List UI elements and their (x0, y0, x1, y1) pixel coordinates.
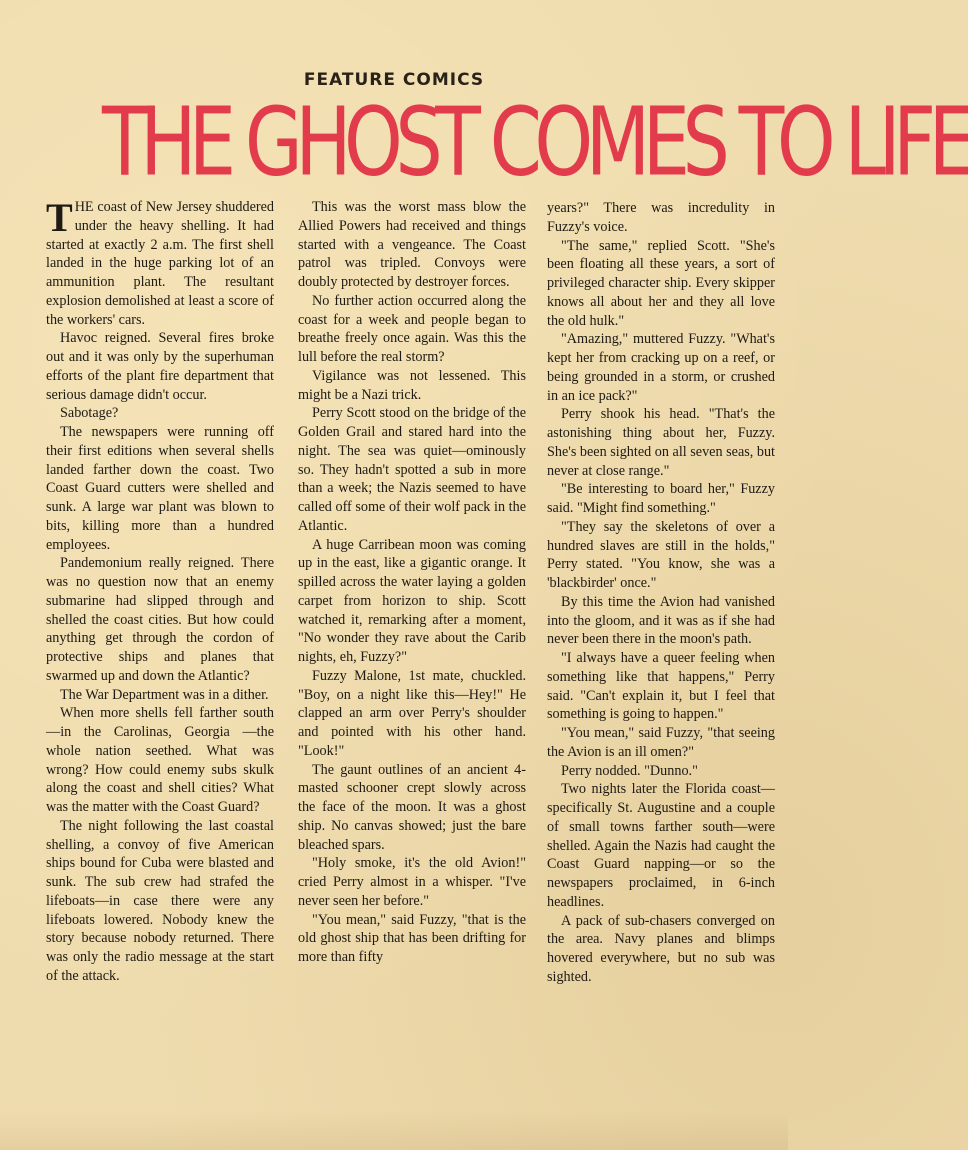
page-bottom-edge (0, 1110, 788, 1150)
paragraph: Two nights later the Florida coast—specifically St. Augustine and a couple of small towns farther south—were shelled. Again the Nazis had caught the Coast Guard napping—or so the newspapers proclaimed, in 6-inch headlines. (547, 781, 775, 910)
paragraph: Perry shook his head. "That's the astonishing thing about her, Fuzzy. She's been sighted on all seven seas, but never at close range." (547, 406, 775, 479)
paragraph: When more shells fell farther south—in the Carolinas, Georgia —the whole nation seethed. What was wrong? How could enemy subs skulk along the coast and shell cities? What was the matter with the Coast Guard? (46, 705, 274, 815)
paragraph: "You mean," said Fuzzy, "that is the old ghost ship that has been drifting for more than fifty (298, 911, 526, 965)
paragraph: By this time the Avion had vanished into the gloom, and it was as if she had never been there in the moon's path. (547, 593, 775, 648)
paragraph: A pack of sub-chasers converged on the area. Navy planes and blimps hovered everywhere, but no sub was sighted. (547, 912, 775, 985)
paragraph: "Holy smoke, it's the old Avion!" cried Perry almost in a whisper. "I've never seen her before." (298, 855, 526, 909)
paragraph: Perry Scott stood on the bridge of the Golden Grail and stared hard into the night. The sea was quiet—ominously so. They hadn't spotted a sub in more than a week; the Nazis seemed to have called off some of their wolf pack in the Atlantic. (298, 405, 526, 534)
paragraph: The newspapers were running off their first editions when several shells landed farther down the coast. Two Coast Guard cutters were shelled and sunk. A large war plant was blown to bits, killing more than a hundred employees. (46, 424, 274, 553)
paragraph: "I always have a queer feeling when something like that happens," Perry said. "Can't explain it, but I feel that something is going to happen." (547, 650, 775, 723)
paragraph: Vigilance was not lessened. This might be a Nazi trick. (298, 367, 526, 403)
paragraph: "They say the skeletons of over a hundred slaves are still in the holds," Perry stated. "You know, she was a 'blackbirder' once." (547, 518, 775, 591)
text-column-3 (547, 199, 775, 987)
paragraph: "You mean," said Fuzzy, "that seeing the Avion is an ill omen?" (547, 725, 775, 760)
paragraph: Sabotage? (60, 405, 119, 422)
paragraph: Perry nodded. "Dunno." (561, 762, 698, 779)
paragraph: "Amazing," muttered Fuzzy. "What's kept her from cracking up on a reef, or being grounded in a storm, or crushed in an ice pack?" (547, 331, 775, 404)
paragraph: The War Department was in a dither. (60, 686, 269, 703)
paragraph: "Be interesting to board her," Fuzzy said. "Might find something." (547, 481, 775, 516)
drop-cap: T (46, 195, 73, 240)
paragraph: Fuzzy Malone, 1st mate, chuckled. "Boy, on a night like this—Hey!" He clapped an arm over Perry's shoulder and pointed with his other hand. "Look!" (298, 667, 526, 759)
paragraph: years?" There was incredulity in Fuzzy's voice. (547, 200, 775, 235)
paragraph: Pandemonium really reigned. There was no question now that an enemy submarine had slipped through and shelled the coast cities. But how could anything get through the cordon of protective ships and planes that swarmed up and down the Atlantic? (46, 555, 274, 684)
story-title: THE GHOST COMES TO LIFE (102, 87, 968, 198)
paragraph: No further action occurred along the coast for a week and people began to breathe freely once again. Was this the lull before the real storm? (298, 292, 526, 365)
paragraph: "The same," replied Scott. "She's been floating all these years, a sort of privileged character ship. Every skipper knows all about her and they all love the old hulk." (547, 237, 775, 329)
paragraph: A huge Carribean moon was coming up in the east, like a gigantic orange. It spilled across the water laying a golden carpet from horizon to ship. Scott watched it, remarking after a moment, "No wonder they rave about the Carib nights, eh, Fuzzy?" (298, 536, 526, 665)
paragraph: Havoc reigned. Several fires broke out and it was only by the superhuman efforts of the plant fire department that serious damage didn't occur. (46, 330, 274, 403)
text-column-2 (298, 198, 526, 967)
paragraph: The gaunt outlines of an ancient 4-masted schooner crept slowly across the face of the moon. It was a ghost ship. No canvas showed; just the bare bleached spars. (298, 761, 526, 853)
text-column-1 (46, 195, 274, 986)
paragraph: The night following the last coastal shelling, a convoy of five American ships bound for Cuba were blasted and sunk. The sub crew had strafed the lifeboats—in case there were any lifeboats lowered. Nobody knew the story because nobody returned. There was only the radio message at the start of the attack. (46, 817, 274, 984)
paragraph-text: HE coast of New Jersey shuddered under the heavy shelling. It had started at exactly 2 a.m. The first shell landed in the huge parking lot of an ammunition plant. The resultant explosion demolished at least a score of the workers' cars. (46, 199, 274, 328)
masthead: FEATURE COMICS (303, 70, 485, 90)
paragraph (46, 195, 274, 329)
paragraph: This was the worst mass blow the Allied Powers had received and things started with a vengeance. The Coast patrol was tripled. Convoys were doubly protected by destroyer forces. (298, 199, 526, 290)
